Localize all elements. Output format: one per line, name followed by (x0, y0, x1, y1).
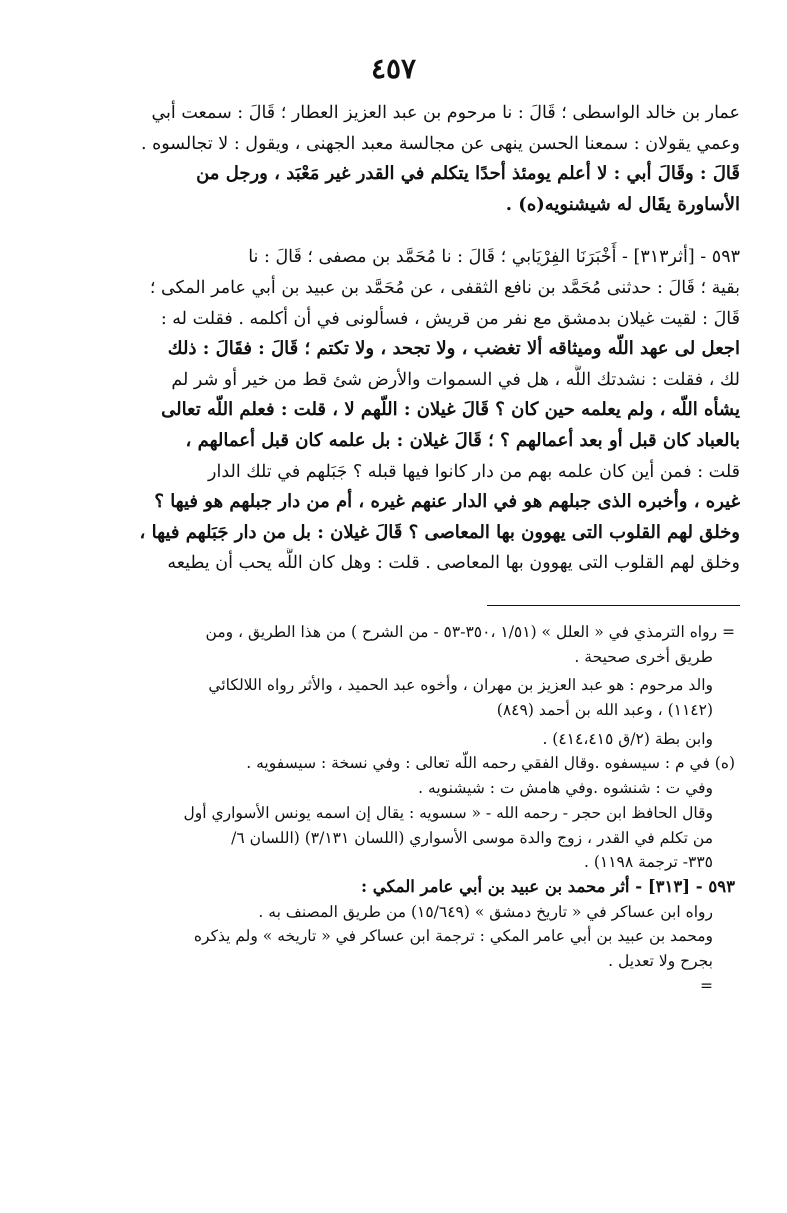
text-line: لك ، فقلت : نشدتك اللَّه ، هل في السموات والأرض شئ قط من خير أو شر لم (171, 369, 740, 390)
footnote-divider (487, 605, 740, 606)
text-line: قَالَ : وقَالَ أبي : لا أعلم يومئذ أحدًا يتكلم في القدر غير مَعْبَد ، ورجل من (196, 163, 740, 185)
footnote-line: رواه ابن عساكر في « تاريخ دمشق » (١٥/٦٤٩) من طريق المصنف به . (258, 902, 713, 921)
text-line: غيره ، وأخبره الذى جبلهم هو في الدار عنهم غيره ، أم من دار جبلهم هو فيها ؟ (154, 491, 740, 513)
text-line: الأساورة يقَال له شيشنويه(ه) . (505, 193, 740, 215)
page-number: ٤٥٧ (370, 52, 417, 85)
text-line: اجعل لى عهد اللَّه وميثاقه ألا تغضب ، ولا تجحد ، ولا تكتم ؛ قَالَ : فقَالَ : ذلك (167, 338, 740, 360)
footnote-line: ومحمد بن عبيد بن أبي عامر المكي : ترجمة ابن عساكر في « تاريخه » ولم يذكره (193, 927, 713, 946)
footnote-line: طريق أخرى صحيحة . (574, 647, 713, 666)
footnote-line: من تكلم في القدر ، زوج والدة موسى الأسواري (اللسان ٣/١٣١) (اللسان ٦/ (231, 828, 713, 847)
footnote-line: وفي ت : شنشوه .وفي هامش ت : شيشنويه . (418, 779, 713, 798)
footnote-line: بجرح ولا تعديل . (608, 951, 713, 970)
text-line: وعمي يقولان : سمعنا الحسن ينهى عن مجالسة معبد الجهنى ، ويقول : لا تجالسوه . (140, 133, 740, 154)
text-line: ٥٩٣ - [أثر٣١٣] - أَخْبَرَنَا الفِرْيَابي ؛ قَالَ : نا مُحَمَّد بن مصفى ؛ قَالَ : نا (248, 247, 740, 268)
text-line: بالعباد كان قبل أو بعد أعمالهم ؟ ؛ قَالَ غيلان : بل علمه كان قبل أعمالهم ، (185, 429, 740, 451)
text-line: عمار بن خالد الواسطى ؛ قَالَ : نا مرحوم بن عبد العزيز العطار ؛ قَالَ : سمعت أبي (151, 103, 740, 123)
footnote-continuation-mark: = (700, 976, 713, 995)
text-line: وخلق لهم القلوب التى يهوون بها المعاصى ؟ قَالَ غيلان : بل من دار جَبَلهم فيها ، (139, 521, 740, 543)
footnote-line: ٣٣٥- ترجمة ١١٩٨) . (583, 853, 713, 872)
footnote-heading: ٥٩٣ - [٣١٣] - أثر محمد بن عبيد بن أبي عامر المكي : (360, 876, 735, 896)
main-text (60, 98, 740, 579)
text-line: وخلق لهم القلوب التى يهوون بها المعاصى . قلت : وهل كان اللَّه يحب أن يطيعه (167, 553, 740, 574)
footnote-line: وقال الحافظ ابن حجر - رحمه الله - « سسويه : يقال إن اسمه يونس الأسواري أول (183, 803, 713, 822)
text-line: قَالَ : لقيت غيلان بدمشق مع نفر من قريش ، فسألونى في أن أكلمه . فقلت له : (160, 308, 740, 329)
footnote-line: (ه) في م : سيسفوه .وقال الفقي رحمه اللَّه تعالى : وفي نسخة : سيسفويه . (246, 754, 735, 773)
footnote-line: والد مرحوم : هو عبد العزيز بن مهران ، وأخوه عبد الحميد ، والأثر رواه اللالكائي (208, 676, 713, 695)
footnote-line: (١١٤٢) ، وعبد الله بن أحمد (٨٤٩) (496, 701, 713, 720)
text-line: قلت : فمن أين كان علمه بهم من دار كانوا فيها قبله ؟ جَبَلهم في تلك الدار (208, 461, 740, 482)
text-line: يشأه اللَّه ، ولم يعلمه حين كان ؟ قَالَ غيلان : اللّهم لا ، قلت : فعلم اللَّه تعالى (161, 399, 740, 421)
footnote-line: وابن بطة (٢/ق ٤١٤،٤١٥) . (542, 729, 713, 748)
footnotes (60, 620, 735, 998)
text-line: بقية ؛ قَالَ : حدثنى مُحَمَّد بن نافع الثقفى ، عن مُحَمَّد بن عبيد بن أبي عامر المكى ؛ (149, 277, 740, 298)
footnote-line: = رواه الترمذي في « العلل » (١/٥١ ،٣٥٠-٥٣ - من الشرح ) من هذا الطريق ، ومن (205, 623, 735, 641)
